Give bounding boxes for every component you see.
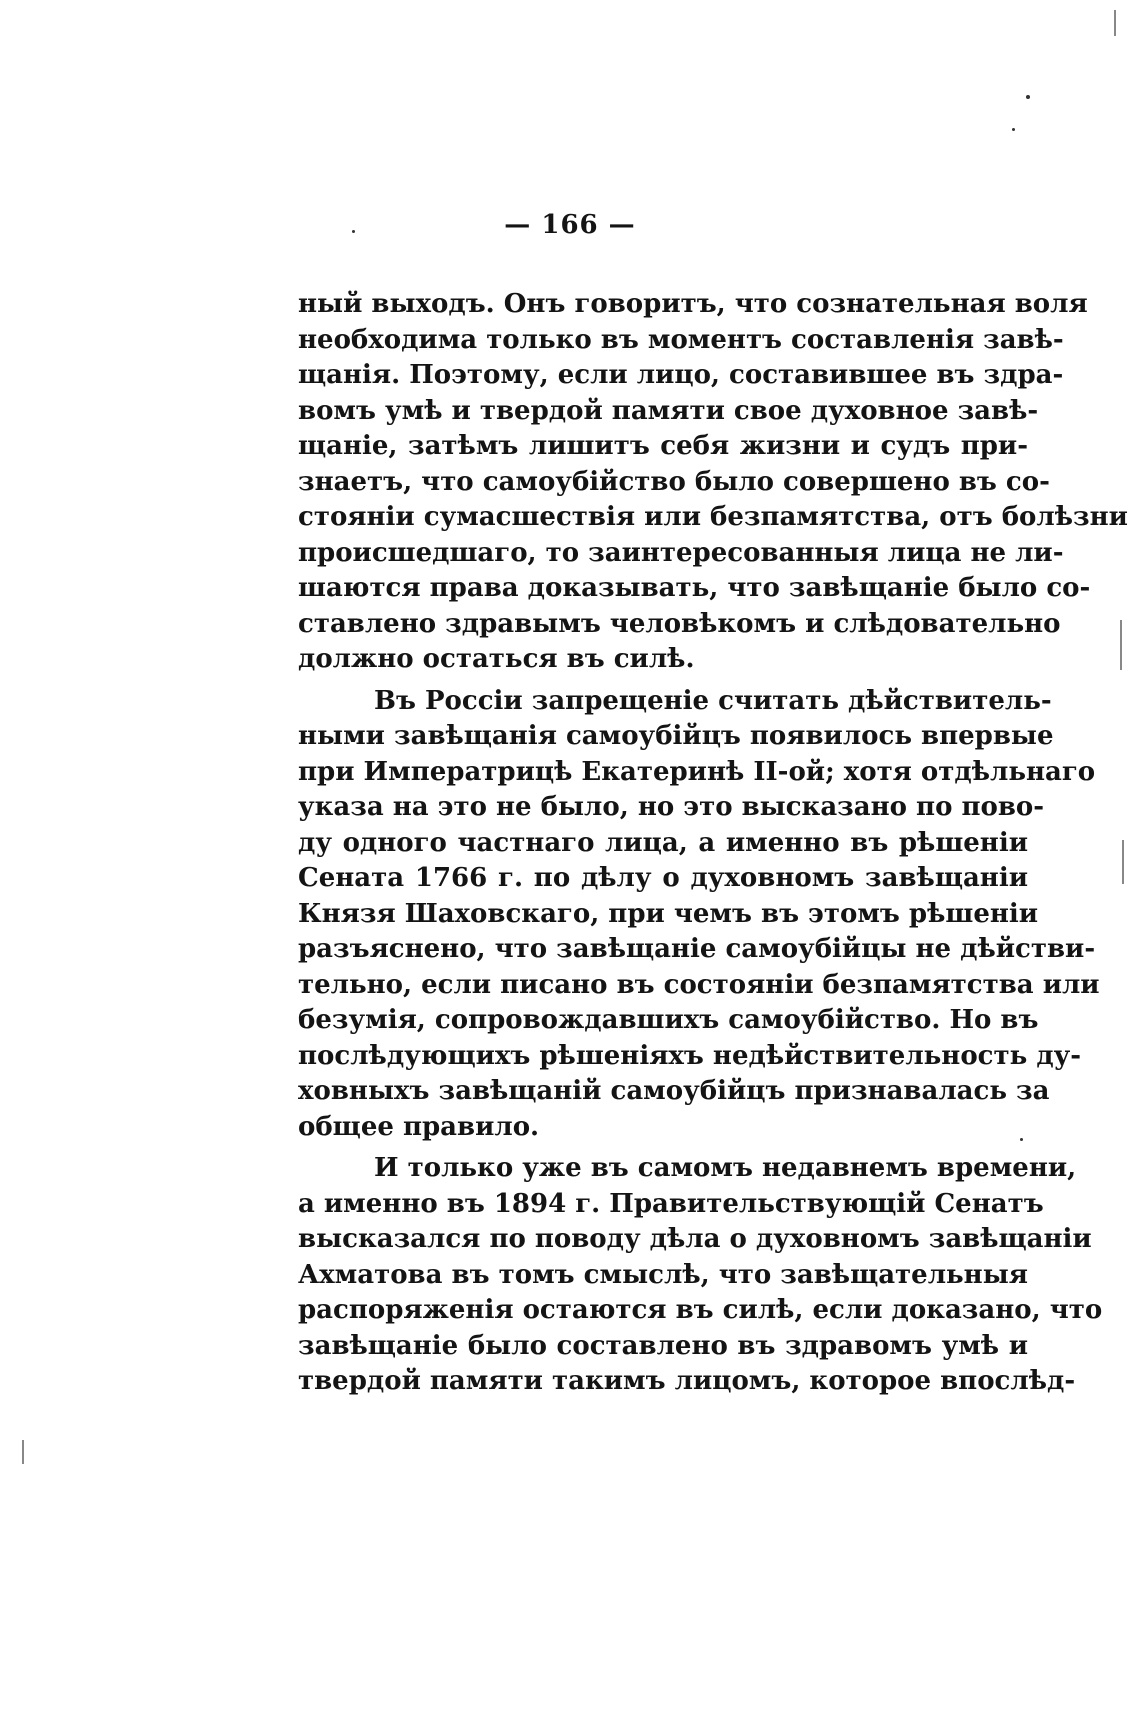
text-line: вомъ умѣ и твердой памяти свое духовное завѣ-	[298, 395, 1039, 426]
text-line: высказался по поводу дѣла о духовномъ завѣщаніи	[298, 1224, 1092, 1254]
paragraph-1	[298, 287, 1128, 678]
text-line: знаетъ, что самоубійство было совершено въ со-	[298, 466, 1050, 497]
text-line: щаніе, затѣмъ лишитъ себя жизни и судъ при-	[298, 431, 1028, 461]
scan-speck	[1026, 95, 1030, 99]
scan-edge-mark	[1120, 620, 1122, 670]
text-line: Въ Россіи запрещеніе считать дѣйствитель-	[374, 685, 1052, 716]
text-line: разъяснено, что завѣщаніе самоубійцы не дѣйстви-	[298, 934, 1096, 964]
text-line: завѣщаніе было составлено въ здравомъ умѣ и	[298, 1330, 1028, 1361]
paragraph-2	[298, 684, 1100, 1146]
page-number: — 166 —	[504, 210, 636, 240]
text-line: Сената 1766 г. по дѣлу о духовномъ завѣщаніи	[298, 863, 1028, 893]
text-line: указа на это не было, но это высказано по пово-	[298, 792, 1045, 822]
paragraph-3	[298, 1151, 1103, 1400]
text-line: щанія. Поэтому, если лицо, составившее въ здра-	[298, 360, 1064, 390]
text-line: ставлено здравымъ человѣкомъ и слѣдовательно	[298, 608, 1061, 639]
text-line: распоряженія остаются въ силѣ, если доказано, что	[298, 1295, 1103, 1325]
text-line: твердой памяти такимъ лицомъ, которое впослѣд-	[298, 1366, 1076, 1396]
text-line: ный выходъ. Онъ говоритъ, что сознательная воля	[298, 289, 1088, 319]
scan-edge-mark	[1122, 840, 1124, 884]
body-text	[298, 287, 1128, 1400]
text-line: безумія, сопровождавшихъ самоубійство. Но въ	[298, 1005, 1039, 1035]
text-line: необходима только въ моментъ составленія завѣ-	[298, 324, 1064, 355]
text-line: общее правило.	[298, 1111, 540, 1142]
text-line: должно остаться въ силѣ.	[298, 644, 695, 674]
text-line: ховныхъ завѣщаній самоубійцъ признавалась за	[298, 1076, 1050, 1106]
text-line: а именно въ 1894 г. Правительствующій Сенатъ	[298, 1188, 1044, 1219]
scan-edge-mark	[22, 1440, 24, 1464]
text-line: Ахматова въ томъ смыслѣ, что завѣщательныя	[298, 1259, 1028, 1290]
text-line: при Императрицѣ Екатеринѣ II-ой; хотя отдѣльнаго	[298, 756, 1096, 787]
text-line: ными завѣщанія самоубійцъ появилось впервые	[298, 721, 1054, 751]
scan-edge-mark	[1114, 10, 1116, 36]
text-line: И только уже въ самомъ недавнемъ времени,	[374, 1153, 1077, 1183]
text-line: ду одного частнаго лица, а именно въ рѣшеніи	[298, 827, 1028, 858]
text-line: шаются права доказывать, что завѣщаніе было со-	[298, 573, 1091, 603]
text-line: послѣдующихъ рѣшеніяхъ недѣйствительность ду-	[298, 1040, 1082, 1071]
scan-speck	[1012, 128, 1015, 131]
text-line: происшедшаго, то заинтересованныя лица не ли-	[298, 537, 1064, 568]
text-line: стояніи сумасшествія или безпамятства, отъ болѣзни	[298, 502, 1128, 532]
text-line: тельно, если писано въ состояніи безпамятства или	[298, 969, 1100, 1000]
text-line: Князя Шаховскаго, при чемъ въ этомъ рѣшеніи	[298, 898, 1039, 929]
